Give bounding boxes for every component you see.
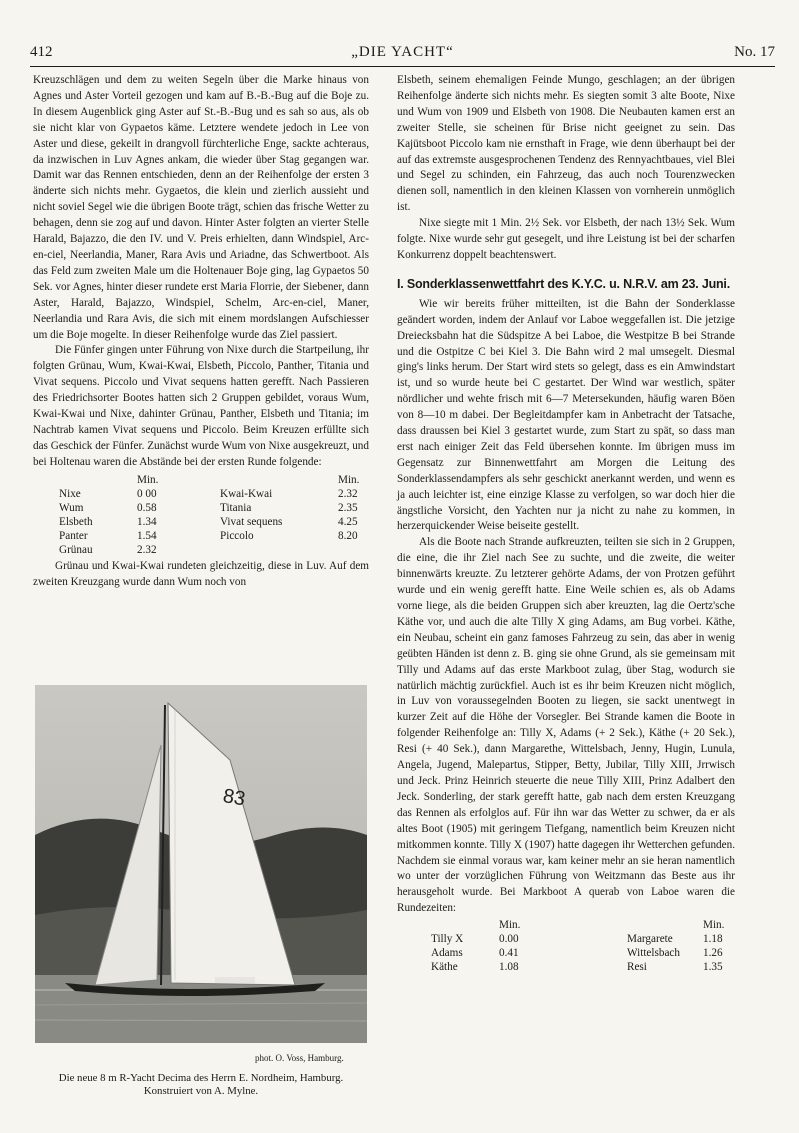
time-value: 1.54 [137, 529, 157, 542]
table-header: Min. [137, 473, 159, 486]
paragraph: Wie wir bereits früher mitteilten, ist die Bahn der Sonderklasse geändert worden, indem der Anlauf vor Laboe weggefallen ist. Die jetzige Dreiecksbahn hat die Südspitze A bei Laboe, die Westpitze B bei Strande und die Ostpitze C bei Kiel 3. Die Bahn wird 2 mal umsegelt. Diesmal ging's links herum. Der Start wird stets so gelegt, dass es ein Amwindstart ist, und so wurde heute bei C gestartet. Der Wind war westlich, später nördlicher und wehte frisch mit 6—7 Metersekunden, häufig waren Böen von 8—10 m dabei. Der Begleitdampfer kam in Anbetracht der Tatsache, dass draussen bei Kiel 3 gestartet wurde, zum Start zu spät, so dass man erst nach einiger Zeit das Feld übersehen konnte. Im übrigen muss im Gegensatz zur Binnenwettfahrt am Morgen die Leitung des Sonderklassendampfers als sehr geschickt anerkannt werden, und wenn es ja auch leichter ist, eine einzige Klasse zu verfolgen, so war doch hier die ängstliche Vorsicht, den Yachten nur ja nicht zu nahe zu kommen, in herzerquickender Weise beiseite gestellt. [397, 297, 735, 533]
boat-name: Titania [220, 501, 252, 514]
paragraph: Als die Boote nach Strande aufkreuzten, teilten sie sich in 2 Gruppen, die eine, die ihr Ziel nach See zu suchte, und die zweite, die weiter binnenwärts kreuzte. Zu letzterer gehörte Adams, der von Protzen geführt wurde und ein wenig gerefft hatte. Eine Weile schien es, als ob Adams vorne liege, als die beiden Gruppen sich aber kreuzten, lag die Oertz'sche Käthe vor, und auch die alte Tilly X ging Adams, am Bug vorbei. Käthe, ein Neubau, scheint ein ganz famoses Fahrzeug zu sein, das aber in wenig geübten Händen ist denn z. B. ging sie ohne Grund, als sie gemeinsam mit Tilly und Adams auf das erste Markboot zulag, über Stag, wodurch sie natürlich mächtig zurückfiel. Auch ist es ihr beim Kreuzen nicht möglich, in Luv von voraussegelnden Booten zu liegen, sie sackt unentwegt in kurzer Zeit auf die Höhe der Vorsegler. Bei Strande kamen die Boote in folgender Reihenfolge an: Tilly X, Adams (+ 2 Sek.), Käthe (+ 20 Sek.), Resi (+ 40 Sek.), dann Margarethe, Wittelsbach, Jenny, Hugin, Lunula, Angela, Jugend, Malepartus, Stipper, Betty, Jubilar, Tilly XIII, Jrrwisch und Jeck. Prinz Heinrich steuerte die neue Tilly XIII, Prinz Adalbert den Jeck. Sonderling, der stark gerefft hatte, gab nach dem ersten Kreuzgang das Rennen als erfolglos auf. Für ihn war das Wetter zu schwer, da er als altes Boot (1905) mit geringem Tiefgang, namentlich beim Kreuzen nicht mitkommen konnte. Tilly X (1907) hatte dagegen ihr Wetterchen gefunden. Nachdem sie einmal voraus war, kam keiner mehr an sie heran namentlich wo unter der vorzüglichen Führung von Weitzmann das Beste aus ihr herausgeholt wurde. Bei Markboot A querab von Laboe waren die Rundezeiten: [397, 536, 735, 915]
time-value: 1.34 [137, 515, 157, 528]
table-header: Min. [703, 919, 725, 932]
paragraph: Die Fünfer gingen unter Führung von Nixe durch die Startpeilung, ihr folgten Grünau, Wum, Kwai-Kwai, Elsbeth, Piccolo, Panther, Titania und Vivat sequens. Piccolo und Vivat sequens hatten gerefft. Nach Passieren des Friedrichsorter Bootes hatten sich 2 Gruppen gebildet, voraus Wum, Kwai-Kwai und Nixe, dahinter Grünau, Panther, Elsbeth und Titania; im Nachtrab kamen Vivat sequens und Piccolo. Beim Kreuzen erfüllte sich das Geschick der Fünfer. Zunächst wurde Wum von Nixe ausgekreuzt, und bei Holtenau waren die Abstände bei der ersten Runde folgende: [33, 344, 369, 468]
times-table-fuenfer [55, 473, 363, 557]
left-column [33, 73, 369, 590]
table-row [427, 946, 728, 960]
table-row [427, 960, 728, 974]
caption-line: Die neue 8 m R-Yacht Decima des Herrn E. Nordheim, Hamburg. [58, 1072, 344, 1084]
table-header: Min. [499, 919, 521, 932]
photo-credit: phot. O. Voss, Hamburg. [255, 1053, 344, 1063]
times-table-sonderklasse [427, 918, 728, 974]
time-value: 0.00 [499, 933, 519, 946]
time-value: 2.35 [338, 501, 358, 514]
time-value: 8.20 [338, 529, 358, 542]
boat-name: Wum [59, 501, 84, 514]
time-value: 0.41 [499, 947, 519, 960]
boat-name: Adams [431, 947, 463, 960]
table-row [55, 543, 363, 557]
time-value: 1.26 [703, 947, 723, 960]
page-header [30, 44, 775, 66]
sail-number: 83 [221, 784, 247, 811]
time-value: 0.58 [137, 501, 157, 514]
paragraph: Elsbeth, seinem ehemaligen Feinde Mungo, geschlagen; an der übrigen Reihenfolge änderte sich nichts mehr. Es siegten somit 3 alte Boote, Nixe und Wum von 1909 und Elsbeth von 1908. Die Neubauten kamen erst an zweiter Stelle, sie scheinen für Brise nicht geeignet zu sein. Das Kajütsboot Piccolo kam nie ernsthaft in Frage, wie denn überhaupt bei der auf das extremste ausgesprochenen Tendenz des Rennyachtbaues, viel Blei und Segel zu schinden, ein Fahrzeug, das auch noch Tourenzwecken dienen soll, namentlich in den kleinen Klassen von vornherein unmöglich ist. [397, 74, 735, 214]
table-row [55, 515, 363, 529]
boat-name: Wittelsbach [627, 947, 680, 960]
table-cell [55, 473, 133, 487]
time-value: 1.08 [499, 961, 519, 974]
boat-name: Margarete [627, 933, 673, 946]
header-rule [30, 66, 775, 67]
time-value: 4.25 [338, 515, 358, 528]
time-value: 2.32 [338, 487, 358, 500]
boat-name: Panter [59, 529, 88, 542]
section-title: I. Sonderklassenwettfahrt des K.Y.C. u. N.R.V. am 23. Juni. [397, 276, 730, 291]
table-row [55, 487, 363, 501]
table-header: Min. [338, 473, 360, 486]
page-number: 412 [30, 44, 53, 60]
boat-name: Käthe [431, 961, 458, 974]
table-row [55, 501, 363, 515]
paragraph: Nixe siegte mit 1 Min. 2½ Sek. vor Elsbeth, der nach 13½ Sek. Wum folgte. Nixe wurde sehr gut gesegelt, und ihre Leistung ist bei der scharfen Konkurrenz doppelt beachtenswert. [397, 217, 735, 261]
table-row [55, 529, 363, 543]
time-value: 2.32 [137, 543, 157, 556]
yacht-illustration [35, 685, 367, 1043]
time-value: 0 00 [137, 487, 157, 500]
boat-name: Elsbeth [59, 515, 93, 528]
boat-name: Vivat sequens [220, 515, 283, 528]
paragraph: Kreuzschlägen und dem zu weiten Segeln über die Marke hinaus von Agnes und Aster Vorteil gezogen und kam auf B.-B.-Bug auf die Boje zu. In diesem Augenblick ging Aster auf St.-B.-Bug und es sah so aus, als ob sie nicht klar von Gypaetos käme. Letztere wendete jedoch in Lee von Aster und diese, gekeilt in drangvoll fürchterliche Enge, sackte achteraus, da inzwischen in Luv Agnes ankam, die wieder über Stag gegangen war. Damit war das Rennen entschieden, denn an der Reihenfolge der ersten 3 änderte sich nichts mehr. Gygaetos, die klein und zierlich aussieht und nicht soviel Segel wie die übrigen Boote trägt, schien das frische Wetter zu behagen, denn sie zog auf und davon. Hinter Aster folgten an vierter Stelle Harald, Bajazzo, die den IV. und V. Preis erhielten, dann Windspiel, Arc-en-ciel, Neerlandia, Maner, Rara Avis und Ariadne, das Schwertboot. Als das Feld zum zweiten Male um die Holtenauer Boje ging, lag Gypaetos 50 Sek. vor Agnes, hinter dieser rundete erst Maria Florrie, der Siebener, dann Aster, Harald, Bajazzo, Windspiel, Schelm, Arc-en-ciel, Maner, Neerlandia und Rara Avis, die sich mit einem mordslangen Aufschiesser um die Boje mogelte. In dieser Reihenfolge wurde das Ziel passiert. [33, 74, 370, 341]
issue-number: No. 17 [734, 44, 775, 60]
table-cell [623, 918, 699, 932]
boat-name [216, 543, 334, 557]
paragraph: Grünau und Kwai-Kwai rundeten gleichzeitig, diese in Luv. Auf dem zweiten Kreuzgang wurde dann Wum noch von [33, 559, 369, 588]
boat-name: Resi [627, 961, 647, 974]
boat-name: Piccolo [220, 529, 254, 542]
yacht-photo [35, 685, 367, 1043]
time-value: 1.18 [703, 933, 723, 946]
table-cell [216, 473, 334, 487]
right-column [397, 73, 735, 974]
photo-caption [33, 1072, 369, 1098]
journal-title: „DIE YACHT“ [351, 44, 454, 60]
time-value [334, 543, 363, 557]
caption-line: Konstruiert von A. Mylne. [143, 1085, 259, 1097]
boat-name: Tilly X [431, 933, 464, 946]
table-cell [427, 918, 495, 932]
boat-name: Kwai-Kwai [220, 487, 273, 500]
time-value: 1.35 [703, 961, 723, 974]
table-row [427, 932, 728, 946]
boat-name: Nixe [59, 487, 81, 500]
boat-name: Grünau [59, 543, 93, 556]
